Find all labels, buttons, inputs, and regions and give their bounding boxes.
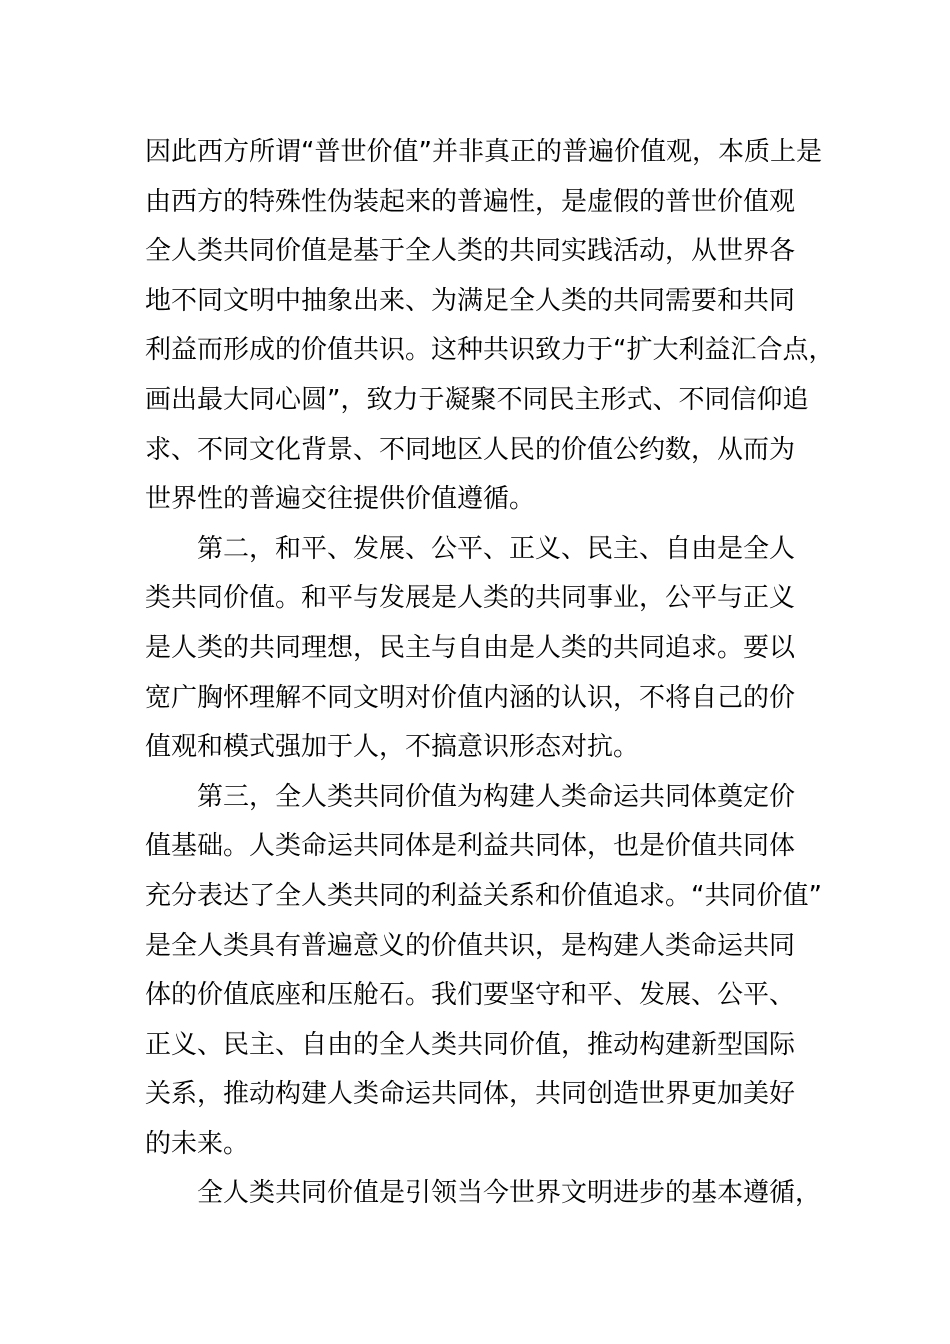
text-line: 全人类共同价值是基于全人类的共同实践活动，从世界各	[145, 236, 796, 267]
text-line: 地不同文明中抽象出来、为满足全人类的共同需要和共同	[145, 285, 796, 316]
text-line: 利益而形成的价值共识。这种共识致力于“扩大利益汇合点，	[145, 335, 835, 366]
text-line: 的未来。	[145, 1128, 250, 1159]
text-line: 宽广胸怀理解不同文明对价值内涵的认识，不将自己的价	[145, 682, 796, 713]
text-line: 由西方的特殊性伪装起来的普遍性，是虚假的普世价值观	[145, 186, 796, 217]
text-line: 画出最大同心圆”，致力于凝聚不同民主形式、不同信仰追	[145, 384, 809, 415]
text-line: 类共同价值。和平与发展是人类的共同事业，公平与正义	[145, 583, 796, 614]
text-line: 求、不同文化背景、不同地区人民的价值公约数，从而为	[145, 434, 796, 465]
text-line: 因此西方所谓“普世价值”并非真正的普遍价值观，本质上是	[145, 137, 822, 167]
text-line: 关系，推动构建人类命运共同体，共同创造世界更加美好	[145, 1079, 796, 1110]
document-body	[145, 128, 835, 1219]
text-line: 体的价值底座和压舱石。我们要坚守和平、发展、公平、	[145, 980, 796, 1011]
text-line: 是人类的共同理想，民主与自由是人类的共同追求。要以	[145, 632, 796, 663]
text-line: 充分表达了全人类共同的利益关系和价值追求。“共同价值”	[145, 880, 822, 911]
text-line: 世界性的普遍交往提供价值遵循。	[145, 484, 536, 515]
text-line: 值基础。人类命运共同体是利益共同体，也是价值共同体	[145, 831, 796, 862]
paragraph-start-line: 第二，和平、发展、公平、正义、民主、自由是全人	[197, 533, 796, 564]
text-line: 正义、民主、自由的全人类共同价值，推动构建新型国际	[145, 1029, 796, 1060]
text-line: 是全人类具有普遍意义的价值共识，是构建人类命运共同	[145, 930, 796, 961]
text-line: 值观和模式强加于人，不搞意识形态对抗。	[145, 732, 640, 763]
paragraph-start-line: 全人类共同价值是引领当今世界文明进步的基本遵循，	[197, 1178, 822, 1209]
paragraph-start-line: 第三，全人类共同价值为构建人类命运共同体奠定价	[197, 781, 796, 812]
